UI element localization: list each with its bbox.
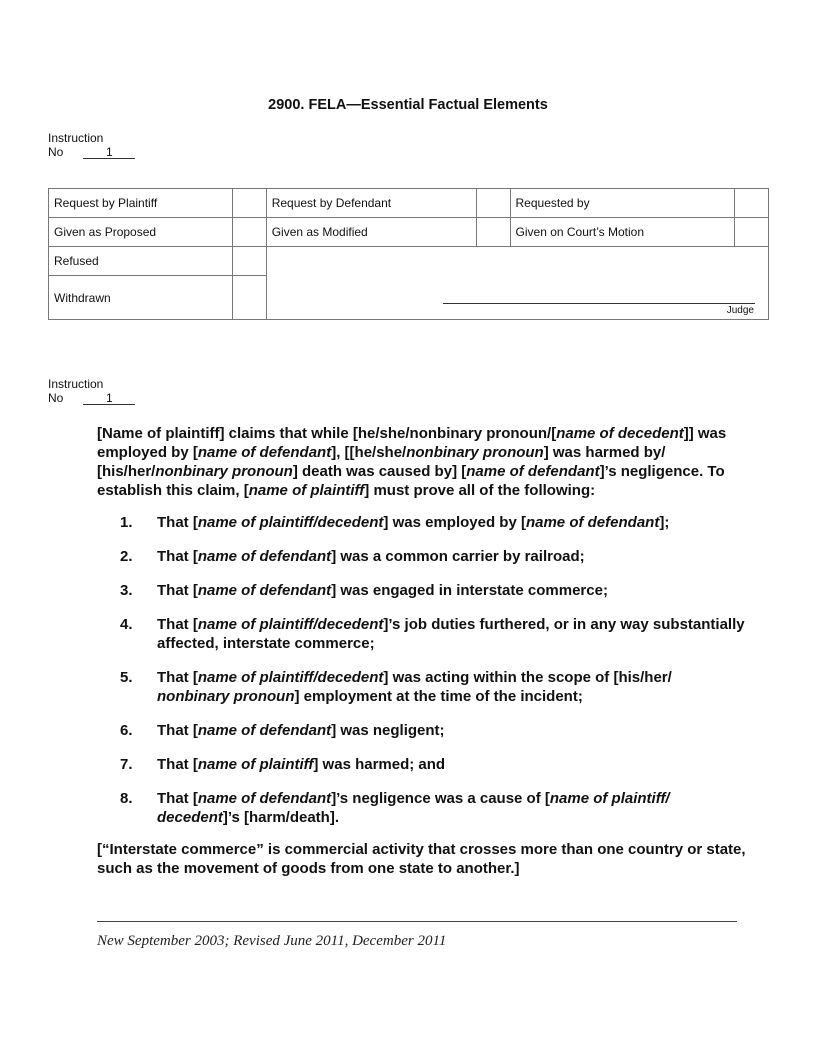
instruction-number: 1	[83, 146, 135, 159]
text-segment: ]] was employed by [	[97, 425, 727, 461]
given-as-modified-box[interactable]	[476, 218, 510, 247]
given-as-modified-label: Given as Modified	[266, 218, 476, 247]
item-text	[157, 755, 747, 774]
placeholder-text: name of plaintiff/decedent	[197, 616, 384, 633]
page-title: 2900. FELA—Essential Factual Elements	[268, 97, 548, 113]
given-as-proposed-box[interactable]	[232, 218, 266, 247]
withdrawn-label: Withdrawn	[49, 276, 233, 320]
elements-list	[97, 513, 747, 827]
requested-by-label: Requested by	[510, 189, 734, 218]
text-segment: ] employment at the time of the incident;	[294, 688, 583, 705]
given-on-courts-motion-label: Given on Court’s Motion	[510, 218, 734, 247]
text-segment: ] was harmed by/ [his/her/	[97, 444, 666, 480]
placeholder-text: nonbinary pronoun	[157, 688, 295, 705]
text-segment: ] was harmed; and	[313, 756, 446, 773]
placeholder-text: nonbinary pronoun	[155, 463, 293, 480]
item-number: 6.	[120, 722, 133, 739]
text-segment: ] was negligent;	[331, 722, 445, 739]
request-by-defendant-label: Request by Defendant	[266, 189, 476, 218]
placeholder-text: name of plaintiff/ decedent	[157, 790, 670, 826]
item-number: 5.	[120, 669, 133, 686]
placeholder-text: name of plaintiff/decedent	[197, 669, 384, 686]
text-segment: That [	[157, 616, 198, 633]
placeholder-text: name of decedent	[556, 425, 684, 442]
list-item	[97, 789, 747, 827]
requested-by-box[interactable]	[735, 189, 769, 218]
instruction-body	[97, 424, 747, 878]
instruction-disposition-table	[48, 188, 769, 320]
placeholder-text: name of defendant	[197, 444, 332, 461]
text-segment: That [	[157, 669, 198, 686]
text-segment: That [	[157, 756, 198, 773]
text-segment: ] was a common carrier by railroad;	[331, 548, 585, 565]
item-text	[157, 581, 747, 600]
intro-paragraph	[97, 424, 747, 500]
instruction-number: 1	[83, 392, 135, 405]
given-as-proposed-label: Given as Proposed	[49, 218, 233, 247]
request-by-plaintiff-box[interactable]	[232, 189, 266, 218]
list-item	[97, 668, 747, 706]
list-item	[97, 615, 747, 653]
item-text	[157, 668, 747, 706]
list-item	[97, 755, 747, 774]
text-segment: That [	[157, 790, 198, 807]
instruction-label: Instruction	[48, 131, 104, 145]
item-text	[157, 615, 747, 653]
closing-paragraph: [“Interstate commerce” is commercial activity that crosses more than one country or state, such as the movement of goods from one state to another.]	[97, 841, 746, 877]
text-segment: ]’s [harm/death].	[222, 809, 339, 826]
request-by-defendant-box[interactable]	[476, 189, 510, 218]
item-text	[157, 789, 747, 827]
text-segment: ]’s job duties furthered, or in any way substantially affected, interstate commerce;	[157, 616, 745, 652]
text-segment: ] was acting within the scope of [his/her/	[383, 669, 672, 686]
no-label: No	[48, 145, 64, 159]
list-item	[97, 721, 747, 740]
text-segment: That [	[157, 514, 198, 531]
instruction-label: Instruction	[48, 377, 104, 391]
item-number: 8.	[120, 790, 133, 807]
refused-box[interactable]	[232, 247, 266, 276]
placeholder-text: name of plaintiff/decedent	[197, 514, 384, 531]
placeholder-text: name of defendant	[197, 582, 332, 599]
placeholder-text: nonbinary pronoun	[406, 444, 544, 461]
item-number: 3.	[120, 582, 133, 599]
list-item	[97, 547, 747, 566]
no-label: No	[48, 391, 64, 405]
placeholder-text: name of plaintiff	[197, 756, 314, 773]
text-segment: That [	[157, 582, 198, 599]
item-number: 4.	[120, 616, 133, 633]
item-number: 7.	[120, 756, 133, 773]
text-segment: ];	[659, 514, 670, 531]
text-segment: ]’s negligence. To establish this claim, [	[97, 463, 725, 499]
text-segment: ] death was caused by] [	[292, 463, 467, 480]
placeholder-text: name of defendant	[197, 548, 332, 565]
item-number: 2.	[120, 548, 133, 565]
text-segment: That [	[157, 548, 198, 565]
list-item	[97, 513, 747, 532]
list-item	[97, 581, 747, 600]
text-segment: ] must prove all of the following:	[364, 482, 596, 499]
item-text	[157, 721, 747, 740]
judge-signature-line	[443, 303, 755, 304]
request-by-plaintiff-label: Request by Plaintiff	[49, 189, 233, 218]
text-segment: That [	[157, 722, 198, 739]
placeholder-text: name of defendant	[466, 463, 600, 480]
placeholder-text: name of defendant	[197, 790, 332, 807]
instruction-number-block	[48, 377, 135, 405]
text-segment: [Name of plaintiff] claims that while [he/she/nonbinary pronoun/[	[97, 425, 557, 442]
judge-signature-area[interactable]	[266, 247, 768, 320]
placeholder-text: name of plaintiff	[248, 482, 365, 499]
text-segment: ] was engaged in interstate commerce;	[331, 582, 608, 599]
text-segment: ]’s negligence was a cause of [	[331, 790, 550, 807]
refused-label: Refused	[49, 247, 233, 276]
given-on-courts-motion-box[interactable]	[735, 218, 769, 247]
item-text	[157, 547, 747, 566]
withdrawn-box[interactable]	[232, 276, 266, 320]
instruction-number-block	[48, 131, 135, 159]
text-segment: ] was employed by [	[383, 514, 526, 531]
item-text	[157, 513, 747, 532]
revision-history: New September 2003; Revised June 2011, December 2011	[97, 933, 447, 949]
placeholder-text: name of defendant	[525, 514, 660, 531]
text-segment: ], [[he/she/	[331, 444, 407, 461]
item-number: 1.	[120, 514, 133, 531]
footer-divider	[97, 921, 737, 922]
placeholder-text: name of defendant	[197, 722, 332, 739]
judge-label: Judge	[726, 305, 754, 316]
